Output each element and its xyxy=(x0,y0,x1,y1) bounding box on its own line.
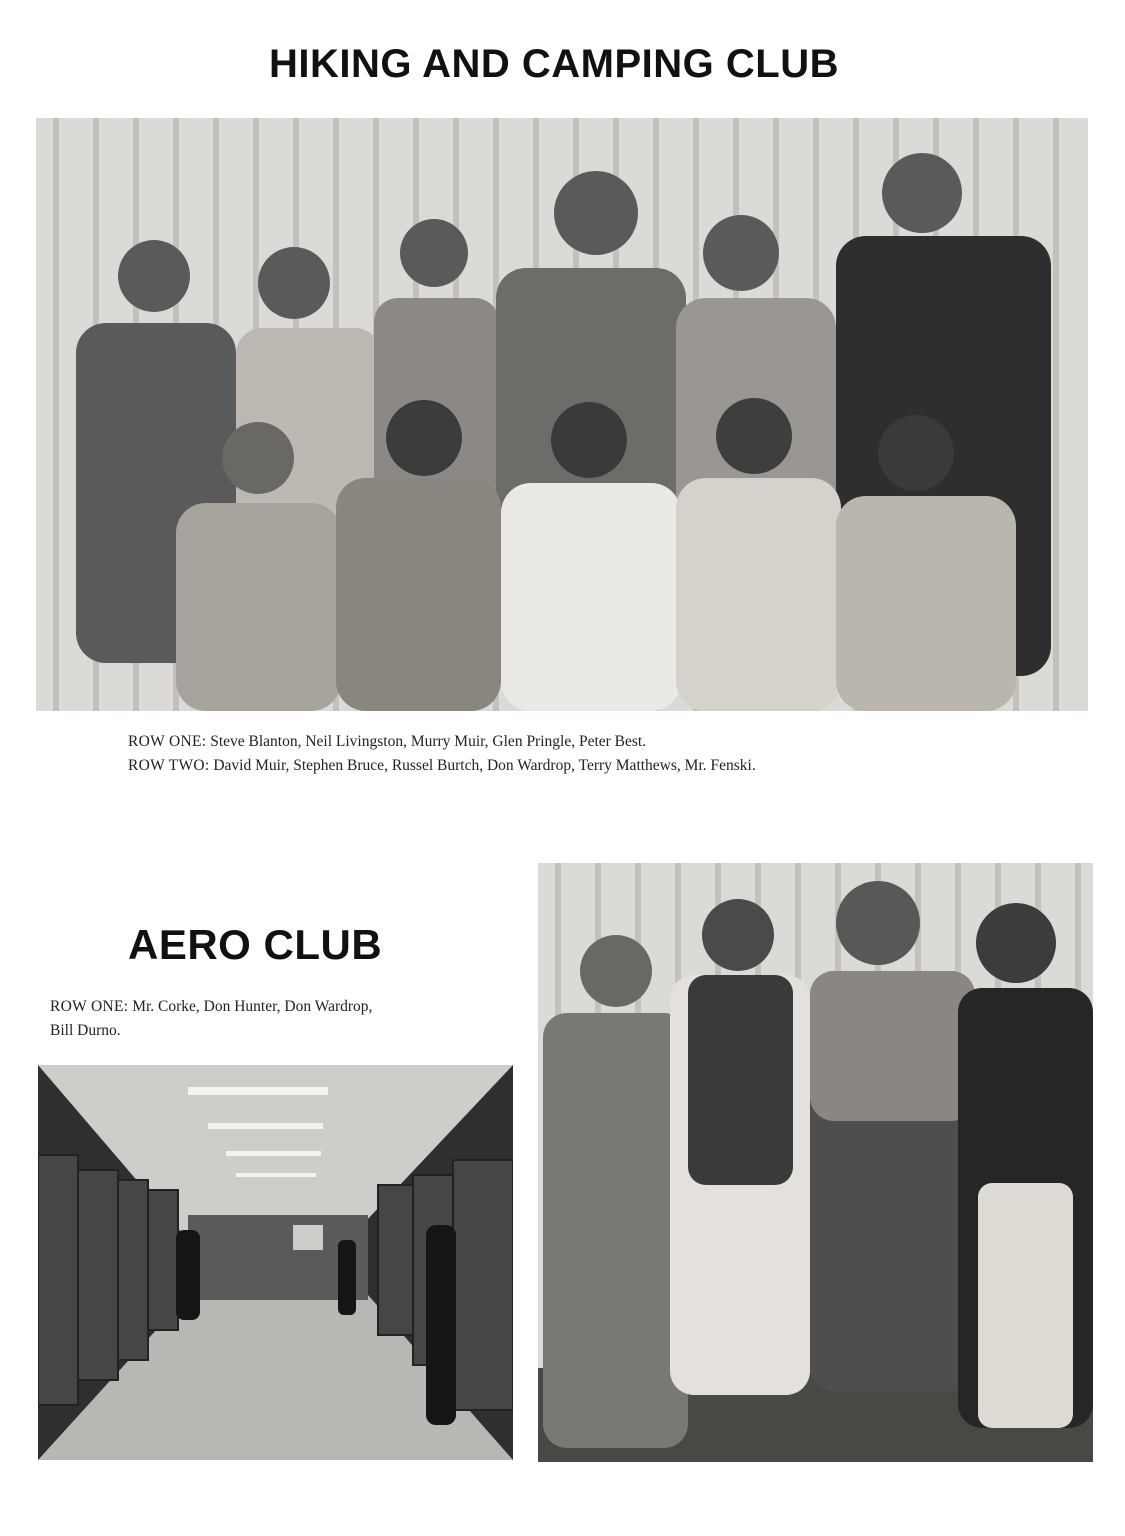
hiking-caption-row-one xyxy=(128,730,756,754)
hallway-photo-graphic xyxy=(38,1065,513,1460)
aero-club-group-photo xyxy=(538,863,1093,1462)
aero-club-photo-graphic xyxy=(538,863,1093,1462)
hiking-row-two-label: ROW TWO: xyxy=(128,757,210,774)
aero-row-one-names-line1: Mr. Corke, Don Hunter, Don Wardrop, xyxy=(132,998,373,1015)
school-hallway-photo xyxy=(38,1065,513,1460)
hiking-club-photo-graphic xyxy=(36,118,1088,711)
aero-row-one-names-line2: Bill Durno. xyxy=(50,1022,121,1039)
aero-club-title: AERO CLUB xyxy=(128,921,383,968)
hiking-row-two-names: David Muir, Stephen Bruce, Russel Burtch, Don Wardrop, Terry Matthews, Mr. Fenski. xyxy=(213,757,756,774)
aero-caption-row-one xyxy=(50,995,372,1019)
hiking-club-title: HIKING AND CAMPING CLUB xyxy=(269,42,839,86)
hiking-row-one-names: Steve Blanton, Neil Livingston, Murry Muir, Glen Pringle, Peter Best. xyxy=(210,733,647,750)
hiking-club-group-photo xyxy=(36,118,1088,711)
aero-club-caption xyxy=(50,995,372,1043)
hiking-row-one-label: ROW ONE: xyxy=(128,733,207,750)
aero-row-one-label: ROW ONE: xyxy=(50,998,129,1015)
hiking-club-caption xyxy=(128,730,756,778)
hiking-caption-row-two xyxy=(128,754,756,778)
